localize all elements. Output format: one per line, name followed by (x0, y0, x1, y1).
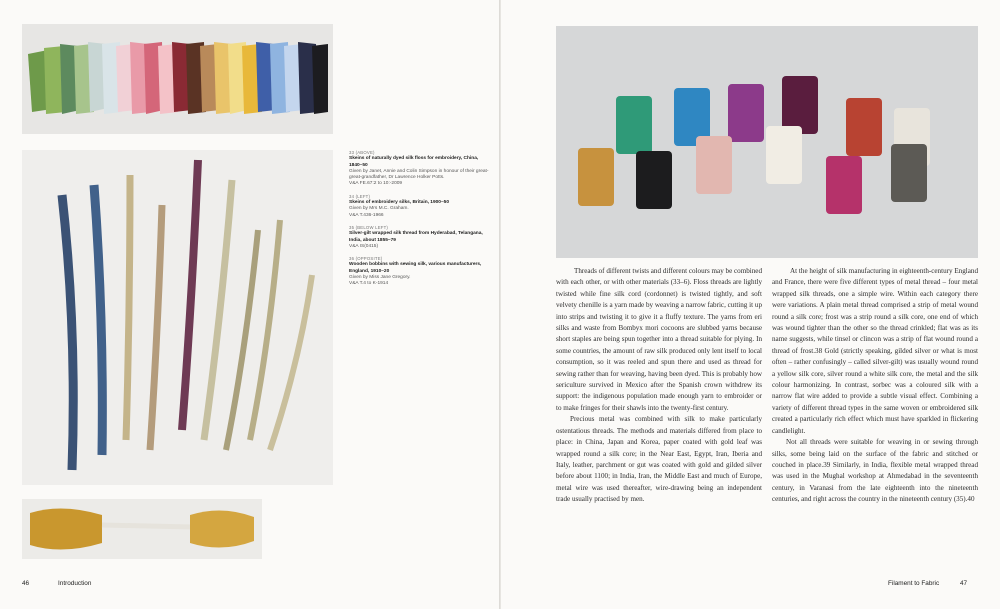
folio-left-number: 46 (22, 580, 30, 587)
photo-silver-gilt-thread (22, 499, 262, 559)
caption-number: 35 (BELOW LEFT) (349, 224, 389, 230)
folio-right-section: Filament to Fabric (888, 580, 940, 587)
caption-title: Skeins of embroidery silks, Britain, 1900–50 (349, 200, 449, 206)
figure-captions (349, 150, 489, 294)
photo-embroidery-silk-skeins (22, 150, 333, 485)
photo-wooden-bobbins (556, 26, 978, 258)
body-paragraph: At the height of silk manufacturing in eighteenth-century England and France, there were five different types of metal thread – four metal wrapped silk threads, one a simple wire. Within each category there were variations. A plain metal thread comprised a strip of metal wound round a silk core; frost was a strip round a silk core, one end of which was wound tighter than the other so the thread crinkled; flat was as its name suggests, while tinsel or clincon was a strip of flat wound round a thread of frost.38 Gold (strictly speaking, gilded silver or what is most often – rather confusingly – called silver-gilt) was usually wound round a yellow silk core, silver round a white silk core, the metal and the silk colour harmonizing. In contrast, sorbec was a coloured silk with a narrow flat wire added to provide a subtle visual effect. Combining a variety of different thread types in the same woven or embroidered silk created a particularly rich effect which must have sparkled in flickering candlelight. (772, 267, 978, 435)
caption-33 (349, 150, 489, 188)
caption-credit: Given by Mrs M.C. Graham. (349, 206, 409, 212)
caption-title: Silver-gilt wrapped silk thread from Hyderabad, Telangana, India, about 1855–79 (349, 231, 483, 243)
caption-title: Skeins of naturally dyed silk floss for embroidery, China, 1840–50 (349, 156, 479, 168)
body-paragraph: Threads of different twists and different colours may be combined with each other, or with other materials (33–6). Floss threads are lightly twisted while fine silk cord (cordonnet) is twisted tightly, and soft velvety chenille is a yarn made by weaving a narrow fabric, cutting it up into strips and twisting it to give it a fluffy texture. The yarns from eri silks and waste from Bombyx mori cocoons are slubbed yarns because short staples are being spun together into a thread suitable for plying. In some countries, the amount of raw silk produced only lent itself to local consumption, so it was reeled and spun there and used as thread for sewing rather than for weaving, having been dyed. This is probably how sericulture survived in Mexico after the Spanish crown withdrew its support: the indigenous population made enough yarn to embroider or to make fringes for their shawls into the twenty-first century. (556, 267, 762, 412)
caption-accession: V&A T.4 to K-1914 (349, 281, 389, 287)
photo-silk-floss-skeins (22, 24, 333, 134)
book-gutter (499, 0, 501, 609)
caption-title: Wooden bobbins with sewing silk, various manufacturers, England, 1910–20 (349, 262, 482, 274)
body-paragraph: Not all threads were suitable for weaving in or sewing through silks, some being laid on the surface of the fabric and stitched or couched in place.39 Similarly, in India, flexible metal wrapped thread was used in the Mughal workshop at Ahmedabad in the seventeenth century, in Varanasi from the late eighteenth into the nineteenth centuries, and right across the country in the nineteenth century (35).40 (772, 438, 978, 504)
caption-number: 36 (OPPOSITE) (349, 256, 383, 262)
caption-accession: V&A T.436-1966 (349, 212, 384, 218)
folio-left-section: Introduction (58, 580, 92, 587)
caption-36 (349, 256, 489, 287)
folio-right-number: 47 (960, 580, 968, 587)
caption-accession: V&A IS(0415) (349, 243, 379, 249)
caption-34 (349, 194, 489, 219)
body-column-2 (772, 266, 978, 506)
caption-credit: Given by Janet, Annie and Colin Simpson in honour of their great-great-grandfather, Dr Lawrence Holker Potts. (349, 168, 489, 181)
body-paragraph: Precious metal was combined with silk to make particularly ostentatious threads. The methods and materials differed from place to place: in China, Japan and Korea, paper coated with gold leaf was wrapped round a silk core; in the Near East, Egypt, Iran, Iberia and Italy, leather, parchment or gut was coated with gold and gilded silver before about 1100; in India, Iran, the Middle East and much of Europe, metal wire was used thereafter, wire-drawing being an independent trade usually practised by men. (556, 415, 762, 504)
caption-credit: Given by Miss Jane Gregory. (349, 275, 411, 281)
caption-35 (349, 225, 489, 250)
caption-number: 33 (ABOVE) (349, 150, 375, 155)
caption-accession: V&A FE.67:2 to 10:-2009 (349, 181, 403, 187)
caption-number: 34 (LEFT) (349, 193, 371, 199)
body-column-1 (556, 266, 762, 506)
